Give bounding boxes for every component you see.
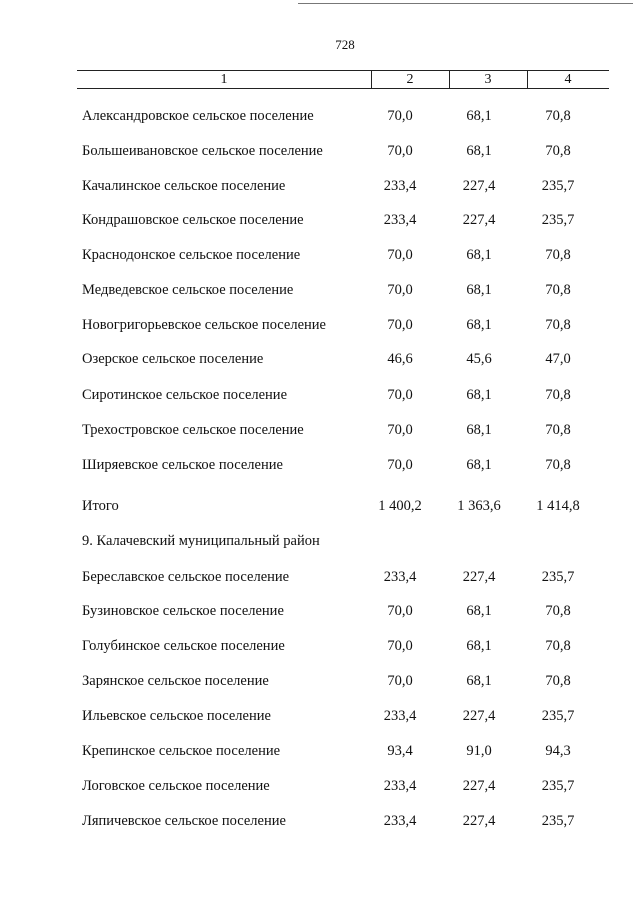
settlement-name: Береславское сельское поселение: [82, 569, 290, 585]
value-col-2: 233,4: [383, 778, 417, 794]
table-row: [0, 315, 640, 335]
value-col-4: 94,3: [545, 743, 571, 759]
table-row: [0, 141, 640, 161]
value-col-2: 233,4: [383, 569, 417, 585]
table-row: [0, 636, 640, 656]
value-col-2: 70,0: [387, 247, 413, 263]
table-row: [0, 245, 640, 265]
table-row: [0, 106, 640, 126]
table-row: [0, 280, 640, 300]
value-col-4: 70,8: [545, 282, 571, 298]
page-number: 728: [335, 37, 355, 52]
value-col-2: 233,4: [383, 708, 417, 724]
value-col-4: 70,8: [545, 108, 571, 124]
column-header-2: 2: [406, 72, 414, 87]
value-col-4: 235,7: [541, 212, 575, 228]
value-col-2: 70,0: [387, 673, 413, 689]
value-col-4: 235,7: [541, 708, 575, 724]
value-col-3: 227,4: [462, 813, 496, 829]
table-row: [0, 210, 640, 230]
value-col-3: 68,1: [466, 247, 492, 263]
value-col-3: 68,1: [466, 143, 492, 159]
table-row: [0, 349, 640, 369]
settlement-name: Сиротинское сельское поселение: [82, 387, 288, 403]
value-col-3: 68,1: [466, 317, 492, 333]
value-col-4: 235,7: [541, 778, 575, 794]
column-header-1: 1: [220, 72, 228, 87]
settlement-name: Новогригорьевское сельское поселение: [82, 317, 326, 333]
settlement-name: Качалинское сельское поселение: [82, 178, 286, 194]
value-col-3: 45,6: [466, 351, 492, 367]
value-col-4: 70,8: [545, 143, 571, 159]
value-col-4: 235,7: [541, 178, 575, 194]
total-col-2: 1 400,2: [378, 498, 422, 514]
total-row: [0, 496, 640, 516]
total-label: Итого: [82, 498, 119, 514]
section-heading-row: [0, 531, 640, 551]
total-col-4: 1 414,8: [536, 498, 580, 514]
value-col-4: 70,8: [545, 603, 571, 619]
settlement-name: Краснодонское сельское поселение: [82, 247, 301, 263]
column-header-3: 3: [484, 72, 492, 87]
value-col-3: 68,1: [466, 457, 492, 473]
value-col-4: 70,8: [545, 638, 571, 654]
value-col-3: 68,1: [466, 673, 492, 689]
value-col-3: 91,0: [466, 743, 492, 759]
value-col-2: 70,0: [387, 143, 413, 159]
value-col-2: 70,0: [387, 387, 413, 403]
table-row: [0, 776, 640, 796]
section-heading: 9. Калачевский муниципальный район: [82, 533, 320, 549]
settlement-name: Логовское сельское поселение: [82, 778, 270, 794]
table-row: [0, 176, 640, 196]
value-col-2: 70,0: [387, 603, 413, 619]
settlement-name: Зарянское сельское поселение: [82, 673, 269, 689]
value-col-2: 233,4: [383, 813, 417, 829]
settlement-name: Александровское сельское поселение: [82, 108, 314, 124]
settlement-name: Кондрашовское сельское поселение: [82, 212, 304, 228]
value-col-4: 70,8: [545, 387, 571, 403]
top-edge-rule: [298, 3, 633, 4]
settlement-name: Медведевское сельское поселение: [82, 282, 294, 298]
value-col-3: 68,1: [466, 638, 492, 654]
value-col-4: 70,8: [545, 457, 571, 473]
value-col-4: 70,8: [545, 247, 571, 263]
value-col-3: 68,1: [466, 603, 492, 619]
table-row: [0, 811, 640, 831]
value-col-3: 227,4: [462, 778, 496, 794]
value-col-3: 227,4: [462, 178, 496, 194]
value-col-2: 70,0: [387, 108, 413, 124]
value-col-4: 70,8: [545, 317, 571, 333]
settlement-name: Бузиновское сельское поселение: [82, 603, 284, 619]
value-col-3: 227,4: [462, 212, 496, 228]
table-row: [0, 741, 640, 761]
table-row: [0, 706, 640, 726]
value-col-2: 93,4: [387, 743, 413, 759]
settlement-name: Голубинское сельское поселение: [82, 638, 285, 654]
total-col-3: 1 363,6: [457, 498, 501, 514]
value-col-4: 235,7: [541, 813, 575, 829]
value-col-4: 235,7: [541, 569, 575, 585]
settlement-name: Крепинское сельское поселение: [82, 743, 281, 759]
table-row: [0, 455, 640, 475]
table-row: [0, 601, 640, 621]
value-col-3: 68,1: [466, 282, 492, 298]
value-col-4: 70,8: [545, 422, 571, 438]
value-col-2: 70,0: [387, 422, 413, 438]
value-col-4: 47,0: [545, 351, 571, 367]
table-row: [0, 420, 640, 440]
table-header: [77, 70, 609, 89]
table-row: [0, 671, 640, 691]
value-col-2: 233,4: [383, 178, 417, 194]
value-col-2: 233,4: [383, 212, 417, 228]
settlement-name: Большеивановское сельское поселение: [82, 143, 323, 159]
settlement-name: Ильевское сельское поселение: [82, 708, 271, 724]
column-header-4: 4: [564, 72, 572, 87]
value-col-3: 227,4: [462, 569, 496, 585]
table-row: [0, 385, 640, 405]
settlement-name: Озерское сельское поселение: [82, 351, 264, 367]
settlement-name: Ляпичевское сельское поселение: [82, 813, 286, 829]
table-row: [0, 567, 640, 587]
settlement-name: Ширяевское сельское поселение: [82, 457, 283, 473]
value-col-2: 70,0: [387, 282, 413, 298]
value-col-3: 68,1: [466, 422, 492, 438]
value-col-3: 227,4: [462, 708, 496, 724]
value-col-2: 70,0: [387, 638, 413, 654]
value-col-3: 68,1: [466, 387, 492, 403]
value-col-3: 68,1: [466, 108, 492, 124]
value-col-2: 70,0: [387, 457, 413, 473]
value-col-2: 46,6: [387, 351, 413, 367]
settlement-name: Трехостровское сельское поселение: [82, 422, 304, 438]
value-col-4: 70,8: [545, 673, 571, 689]
value-col-2: 70,0: [387, 317, 413, 333]
